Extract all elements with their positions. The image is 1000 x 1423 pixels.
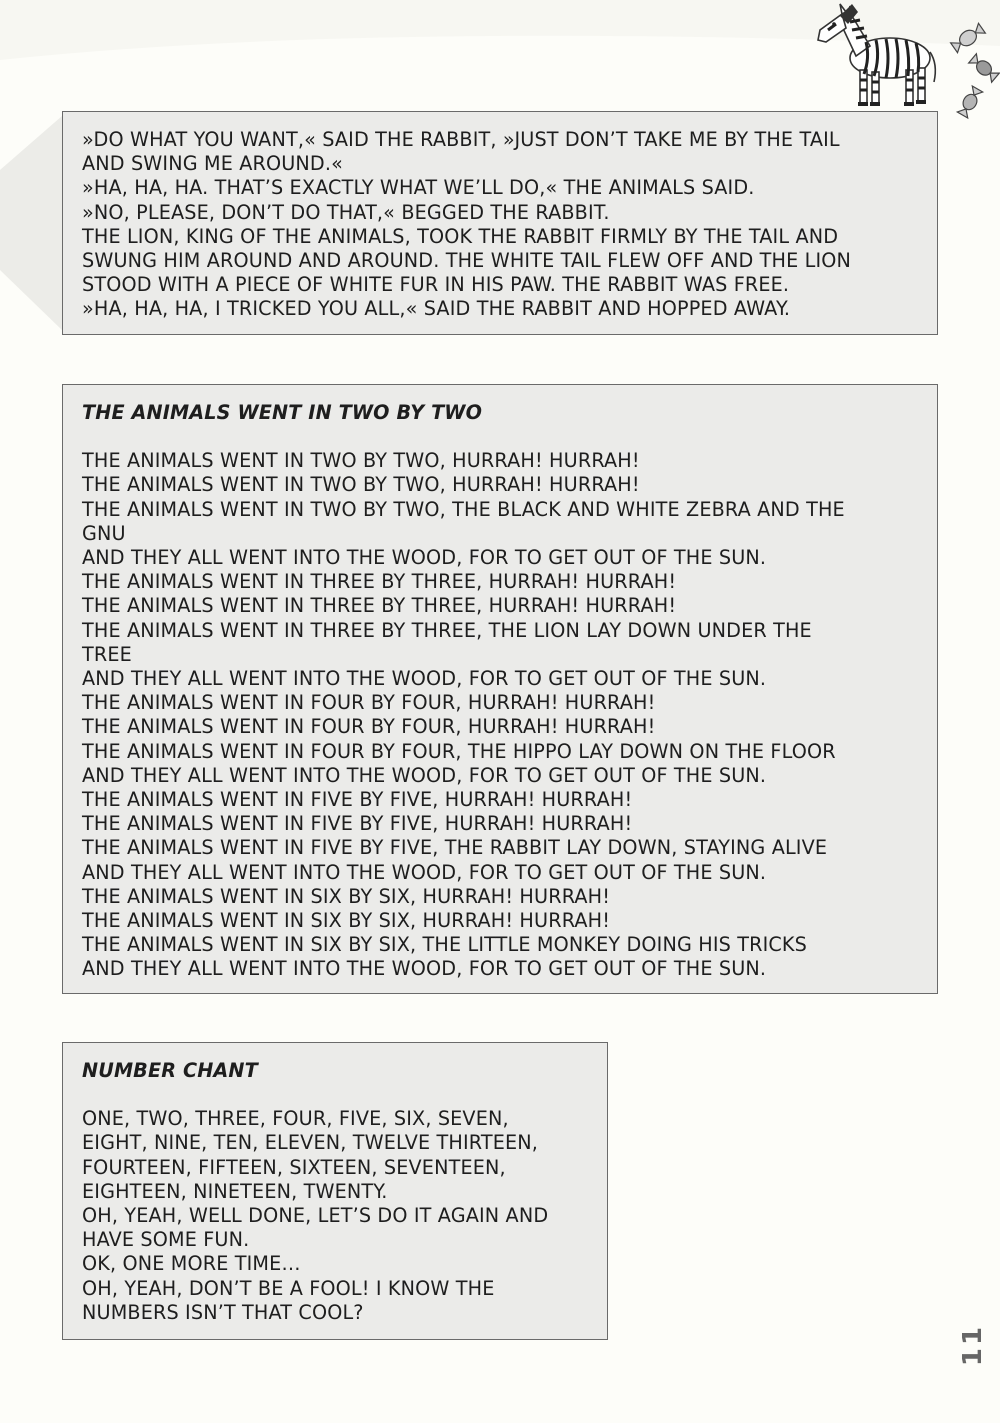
song-line: GNU — [82, 521, 126, 545]
story-line: STOOD WITH A PIECE OF WHITE FUR IN HIS PAW. THE RABBIT WAS FREE. — [82, 273, 790, 297]
story-line: THE LION, KING OF THE ANIMALS, TOOK THE RABBIT FIRMLY BY THE TAIL AND — [82, 224, 839, 248]
song-line: THE ANIMALS WENT IN FIVE BY FIVE, HURRAH! HURRAH! — [82, 812, 633, 836]
story-line: AND SWING ME AROUND.« — [82, 152, 343, 176]
song-line: AND THEY ALL WENT INTO THE WOOD, FOR TO GET OUT OF THE SUN. — [82, 957, 767, 981]
chant-line: EIGHT, NINE, TEN, ELEVEN, TWELVE THIRTEEN, — [82, 1131, 539, 1155]
chant-line: HAVE SOME FUN. — [82, 1228, 250, 1252]
song-line: THE ANIMALS WENT IN THREE BY THREE, HURRAH! HURRAH! — [82, 570, 677, 594]
song-line: THE ANIMALS WENT IN TWO BY TWO, HURRAH! HURRAH! — [82, 449, 640, 473]
zebra-icon — [812, 0, 940, 110]
song-line: AND THEY ALL WENT INTO THE WOOD, FOR TO GET OUT OF THE SUN. — [82, 667, 767, 691]
page-number: 11 — [958, 1323, 988, 1367]
chant-line: EIGHTEEN, NINETEEN, TWENTY. — [82, 1179, 388, 1203]
song-line: THE ANIMALS WENT IN THREE BY THREE, HURRAH! HURRAH! — [82, 594, 677, 618]
song-line: AND THEY ALL WENT INTO THE WOOD, FOR TO GET OUT OF THE SUN. — [82, 763, 767, 787]
song-box — [62, 384, 938, 994]
story-line: »HA, HA, HA, I TRICKED YOU ALL,« SAID THE RABBIT AND HOPPED AWAY. — [82, 297, 791, 321]
story-line: SWUNG HIM AROUND AND AROUND. THE WHITE TAIL FLEW OFF AND THE LION — [82, 249, 852, 273]
candy-icon — [948, 18, 1000, 120]
song-line: AND THEY ALL WENT INTO THE WOOD, FOR TO GET OUT OF THE SUN. — [82, 860, 767, 884]
story-line: »DO WHAT YOU WANT,« SAID THE RABBIT, »JUST DON’T TAKE ME BY THE TAIL — [82, 128, 840, 151]
song-line: THE ANIMALS WENT IN FOUR BY FOUR, HURRAH! HURRAH! — [82, 691, 656, 715]
song-line: THE ANIMALS WENT IN TWO BY TWO, THE BLACK AND WHITE ZEBRA AND THE — [82, 497, 845, 521]
song-line: THE ANIMALS WENT IN FOUR BY FOUR, HURRAH! HURRAH! — [82, 715, 656, 739]
song-line: THE ANIMALS WENT IN FIVE BY FIVE, THE RABBIT LAY DOWN, STAYING ALIVE — [82, 836, 828, 860]
story-line: »NO, PLEASE, DON’T DO THAT,« BEGGED THE RABBIT. — [82, 200, 610, 224]
song-line: TREE — [82, 642, 132, 666]
chant-line: NUMBERS ISN’T THAT COOL? — [82, 1300, 364, 1324]
song-line: THE ANIMALS WENT IN SIX BY SIX, HURRAH! HURRAH! — [82, 909, 611, 933]
song-line: THE ANIMALS WENT IN TWO BY TWO, HURRAH! HURRAH! — [82, 473, 640, 497]
chant-line: ONE, TWO, THREE, FOUR, FIVE, SIX, SEVEN, — [82, 1107, 509, 1131]
chant-line: OK, ONE MORE TIME… — [82, 1252, 301, 1276]
chant-title: NUMBER CHANT — [82, 1059, 258, 1082]
song-line: THE ANIMALS WENT IN THREE BY THREE, THE LION LAY DOWN UNDER THE — [82, 618, 812, 642]
song-line: THE ANIMALS WENT IN FOUR BY FOUR, THE HIPPO LAY DOWN ON THE FLOOR — [82, 739, 836, 763]
song-line: THE ANIMALS WENT IN FIVE BY FIVE, HURRAH! HURRAH! — [82, 788, 633, 812]
chant-box — [62, 1042, 608, 1340]
song-line: AND THEY ALL WENT INTO THE WOOD, FOR TO GET OUT OF THE SUN. — [82, 546, 767, 570]
song-line: THE ANIMALS WENT IN SIX BY SIX, THE LITTLE MONKEY DOING HIS TRICKS — [82, 933, 807, 957]
chant-line: OH, YEAH, DON’T BE A FOOL! I KNOW THE — [82, 1276, 495, 1300]
story-line: »HA, HA, HA. THAT’S EXACTLY WHAT WE’LL DO,« THE ANIMALS SAID. — [82, 176, 755, 200]
chant-line: FOURTEEN, FIFTEEN, SIXTEEN, SEVENTEEN, — [82, 1155, 506, 1179]
song-line: THE ANIMALS WENT IN SIX BY SIX, HURRAH! HURRAH! — [82, 884, 611, 908]
song-title: THE ANIMALS WENT IN TWO BY TWO — [82, 401, 483, 424]
story-box — [62, 111, 938, 335]
chant-line: OH, YEAH, WELL DONE, LET’S DO IT AGAIN AND — [82, 1204, 549, 1228]
